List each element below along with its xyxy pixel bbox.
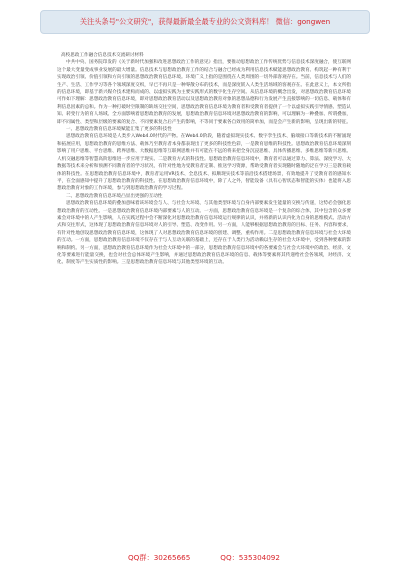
document-title: 高校思政工作融合信息技术交流研讨材料 bbox=[61, 53, 144, 58]
section-2-paragraph: 思想政治教育信息环境的叠加意味着该环境会与人、与社会大环境、与其他类型环境与自身内部要素发生能量的交换与传递，这势必会强化思想政治教育的互动性。一是思想政治教育信息环境内部要素与人的互动。一方面，思想政治教育信息环境是一个复杂的综合体，其中包含的众多要素会对环境中的人产生影响，人在实践过程中会不断深化对思想政治教育信息环境运行规律的认识，并将新的认识内化为自身的思维模式、活动方式和交往形式，这体现了思想政治教育信息环境对人的引导、塑造、改变作用。另一方面，人能够根据思想政治教育的目标、任务、内容和要求，有针对性地创设思想政治教育信息环境，这体现了人对思想政治教育信息环境的创建、调整、重构作用。二是思想政治教育信息环境与社会大环境的互动。一方面，思想政治教育信息环境不仅存在于与人互动关联的基础上，还存在于人类行为活动赖以生存的社会大环境中，受到各种要素的影响和制约。另一方面，思想政治教育信息环境作为社会大环境中的一部分，思想政治教育信息环境中的各要素会与社会大环境中的政治、经济、文化等要素进行能量交换，也会对社会总体环境产生影响，并通过思想政治教育信息环境的信息、载体等要素将其传递给社会各领域，对经济、文化、制度等产生实质性的影响。三是思想政治教育信息环境与其他类型环境的互动。 bbox=[57, 201, 352, 266]
section-1-paragraph: 思想政治教育信息环境是人类步入Web4.0时代的产物。在Web4.0阶段，随着虚拟现实技术、数字孪生技术、脑端接口等新技术的不断涌现和拓展应用，思想政治教育的思维方法、载体乃至教育者本身都表现出了更多的科技性色彩，一是教育思维的科技性。思想政治教育信息环境深刻影响了用户思维、平台思维、跨界思维、大数据思维等互联网思维并有可能在不远的将来把全身沉浸思维、具体传播思维、多维思维等新兴思维。人机交融思维等智慧高阶思维进一步应用于现实。二是教育方式的科技性。思想政治教育信息环境中，教育者可以通过算力、算法、深度学习、大数据等技术来分析和预测不同教育者的学习状况，有针对性地为受教育者定制、推送学习资源，帮助受教育者实现随时随地的泛在学习三是教育载体的科技性。在思想政治教育信息环境中，教育者运用VR技术、全息技术、拟顺现实技术等前沿技术搭建场景，有效地提升了受教育者的感知水平，在全面感知中提升了思想政治教育的科技性。在思想政治教育信息环境中，除了人之外，智能设备（具有心智状态和智能的实体）也能将入思想政治教育对象的工作环境，参与到思想政治教育的学习过程。 bbox=[57, 134, 352, 192]
section-heading-2: 二、思想政治教育信息环境凸显出更强的互动性 bbox=[66, 193, 163, 199]
document-body bbox=[57, 52, 351, 267]
qq-group-number: QQ群：30265665 bbox=[128, 553, 191, 562]
promo-banner-text: 关注头条号"公文研究"，获得最新最全最专业的公文资料库！ 微信：gongwen bbox=[79, 17, 331, 26]
intro-paragraph: 中共中央、国务院印发的《关于新时代加强和改进思想政治工作的意见》指出，要推动思想政治工作传统优势与信息技术深度融合，使互联网这个最大变量变成事业发展的最大增量。信息技术与思想政治教育工作的结合与融合已经成为利用信息技术赋能思想政治教育、构筑起一种有利于实现政治引领、价值引领和方向引领的思想政治教育信息环境。环境广义上指的是围绕在人类周围的一切外部客观存在。当前，信息技术与人们的生产、生活、工作学习等各个领域深度交织，早已不再只是一种零散分布的技术，而是深度嵌入人类生活场域的客观存在。在此意义上，本文所指的信息环境，即基于新兴媒介技术建构而成的、以虚拟实践为主要实践形式的数字化生存空间。从信息环境的概念出发，对思想政治教育信息环境可作如下理解：思想政治教育信息环境，即对思想政治教育活动以及思想政治教育对象的思想品德和行为发展产生直接影响的一切信息、载体和有利信息因素的总和。作为一种打破时空限制的缺场交往空间，思想政治教育信息环境为教育者和受教育者提供了一个以虚拟实践引导情感、塑造认知、转变行为的育人场域。全方面影响着思想政治教育的发展，思想政治教育信息环境对思想政治教育的影响，可以理解为一种叠加、所谓叠加，即不同属性、类型和层级的要素的复合、不同要素复合后产生的影响，不等同于要素各自效用的简单加，而是会产生新的影响，呈现出新的特征。 bbox=[57, 60, 352, 125]
promo-banner bbox=[40, 10, 370, 34]
footer-contact bbox=[0, 553, 408, 565]
section-heading-1: 一、思想政治教育信息环境赋能汇集了更多的科技性 bbox=[66, 127, 172, 133]
qq-number: QQ：535304092 bbox=[220, 553, 280, 562]
